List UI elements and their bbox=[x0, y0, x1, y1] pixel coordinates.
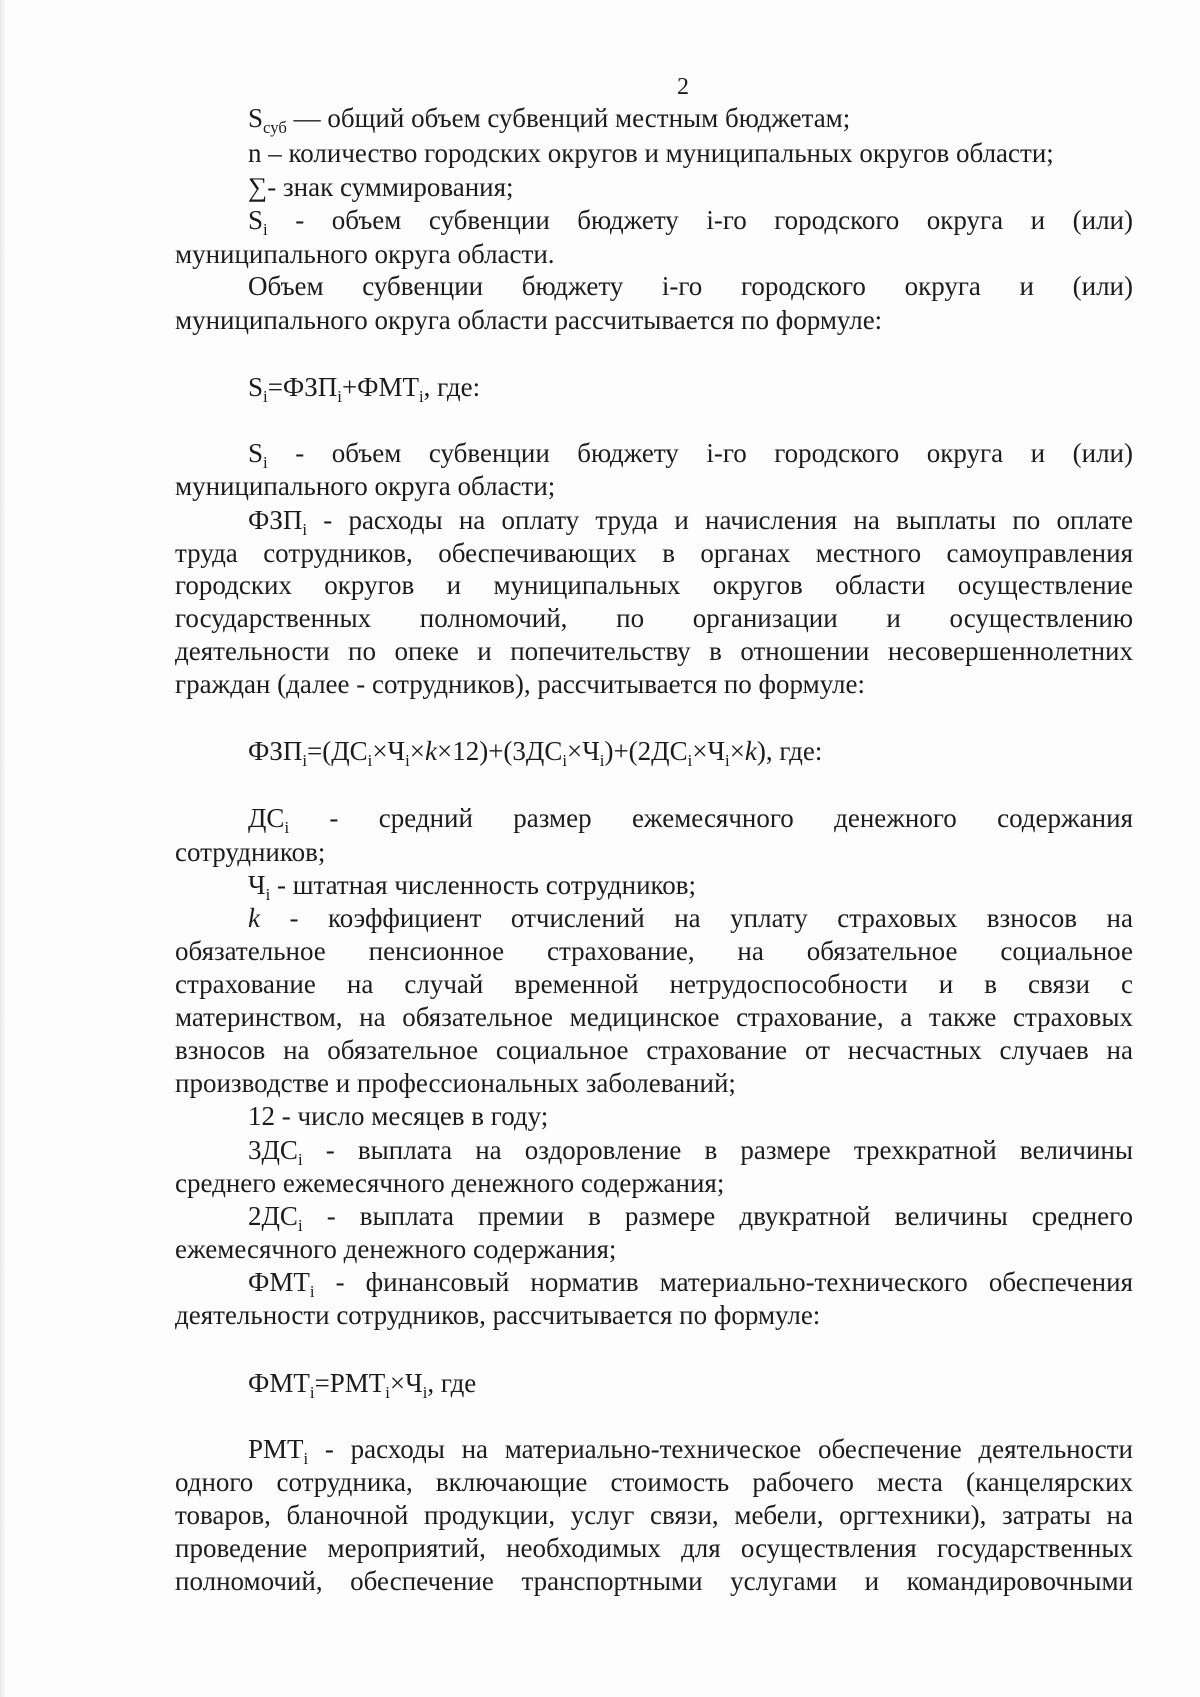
line-fzp-definition-4: государственных полномочий, по организации и осуществлению bbox=[175, 603, 1133, 633]
line-si-again-1: $S_i$ - объем субвенции бюджету i-го городского округа и (или) bbox=[248, 438, 1133, 472]
line-formula-intro-1: Объем субвенции бюджету i-го городского округа и (или) bbox=[248, 271, 1133, 301]
line-k-definition-5: взносов на обязательное социальное страхование от несчастных случаев на bbox=[175, 1035, 1133, 1065]
formula-si: $S_i=ФЗП_i+ФМТ_i$, где: bbox=[248, 372, 481, 406]
formula-fmt: $ФМТ_i=РМТ_i\times Ч_i$, где bbox=[248, 1368, 477, 1402]
line-formula-intro-2: муниципального округа области рассчитывается по формуле: bbox=[175, 305, 883, 335]
line-rmt-definition-2: одного сотрудника, включающие стоимость рабочего места (канцелярских bbox=[175, 1467, 1133, 1497]
line-si-definition-1: $S_i$ - объем субвенции бюджету i-го городского округа и (или) bbox=[248, 205, 1133, 239]
line-fmt-definition-2: деятельности сотрудников, рассчитывается по формуле: bbox=[175, 1300, 821, 1330]
line-n-definition: n – количество городских округов и муниципальных округов области; bbox=[248, 138, 1054, 168]
line-fzp-definition-1: $ФЗП_i$ - расходы на оплату труда и начисления на выплаты по оплате bbox=[248, 505, 1133, 539]
line-fzp-definition-3: городских округов и муниципальных округов области осуществление bbox=[175, 570, 1133, 600]
line-2ds-definition-2: ежемесячного денежного содержания; bbox=[175, 1234, 617, 1264]
line-fzp-definition-6: граждан (далее - сотрудников), рассчитывается по формуле: bbox=[175, 669, 866, 699]
line-3ds-definition-1: $3ДС_i$ - выплата на оздоровление в размере трехкратной величины bbox=[248, 1135, 1133, 1169]
line-rmt-definition-3: товаров, бланочной продукции, услуг связи, мебели, оргтехники), затраты на bbox=[175, 1500, 1133, 1530]
line-k-definition-2: обязательное пенсионное страхование, на обязательное социальное bbox=[175, 936, 1133, 966]
line-rmt-definition-1: $РМТ_i$ - расходы на материально-техническое обеспечение деятельности bbox=[248, 1434, 1133, 1468]
line-k-definition-6: производстве и профессиональных заболеваний; bbox=[175, 1068, 736, 1098]
line-si-again-2: муниципального округа области; bbox=[175, 471, 556, 501]
line-fzp-definition-5: деятельности по опеке и попечительству в отношении несовершеннолетних bbox=[175, 636, 1133, 666]
line-12-months: 12 - число месяцев в году; bbox=[248, 1101, 549, 1131]
scan-edge-shadow bbox=[0, 0, 6, 1697]
line-3ds-definition-2: среднего ежемесячного денежного содержания; bbox=[175, 1168, 725, 1198]
line-k-definition-3: страхование на случай временной нетрудоспособности и в связи с bbox=[175, 969, 1133, 999]
line-rmt-definition-4: проведение мероприятий, необходимых для осуществления государственных bbox=[175, 1533, 1133, 1563]
page-number: 2 bbox=[677, 74, 689, 100]
formula-fzp: $ФЗП_i=(ДС_i\times Ч_i\times k\times 12)+(3ДС_i\times Ч_i)+(2ДС_i\times Ч_i\times k)$, где: bbox=[248, 736, 823, 770]
line-k-definition-1: k - коэффициент отчислений на уплату страховых взносов на bbox=[248, 903, 1133, 933]
line-fzp-definition-2: труда сотрудников, обеспечивающих в органах местного самоуправления bbox=[175, 538, 1133, 568]
line-si-definition-2: муниципального округа области. bbox=[175, 239, 555, 269]
line-ds-definition-2: сотрудников; bbox=[175, 837, 326, 867]
line-s-sub-definition: $S_{суб}$ — общий объем субвенций местным бюджетам; bbox=[248, 103, 851, 137]
line-ds-definition-1: $ДС_i$ - средний размер ежемесячного денежного содержания bbox=[248, 803, 1133, 837]
line-fmt-definition-1: $ФМТ_i$ - финансовый норматив материально-технического обеспечения bbox=[248, 1267, 1133, 1301]
line-rmt-definition-5: полномочий, обеспечение транспортными услугами и командировочными bbox=[175, 1566, 1133, 1596]
line-ch-definition: $Ч_i$ - штатная численность сотрудников; bbox=[248, 870, 697, 904]
line-sum-definition: ∑- знак суммирования; bbox=[248, 172, 514, 202]
line-k-definition-4: материнством, на обязательное медицинское страхование, а также страховых bbox=[175, 1002, 1133, 1032]
line-2ds-definition-1: $2ДС_i$ - выплата премии в размере двукратной величины среднего bbox=[248, 1201, 1133, 1235]
